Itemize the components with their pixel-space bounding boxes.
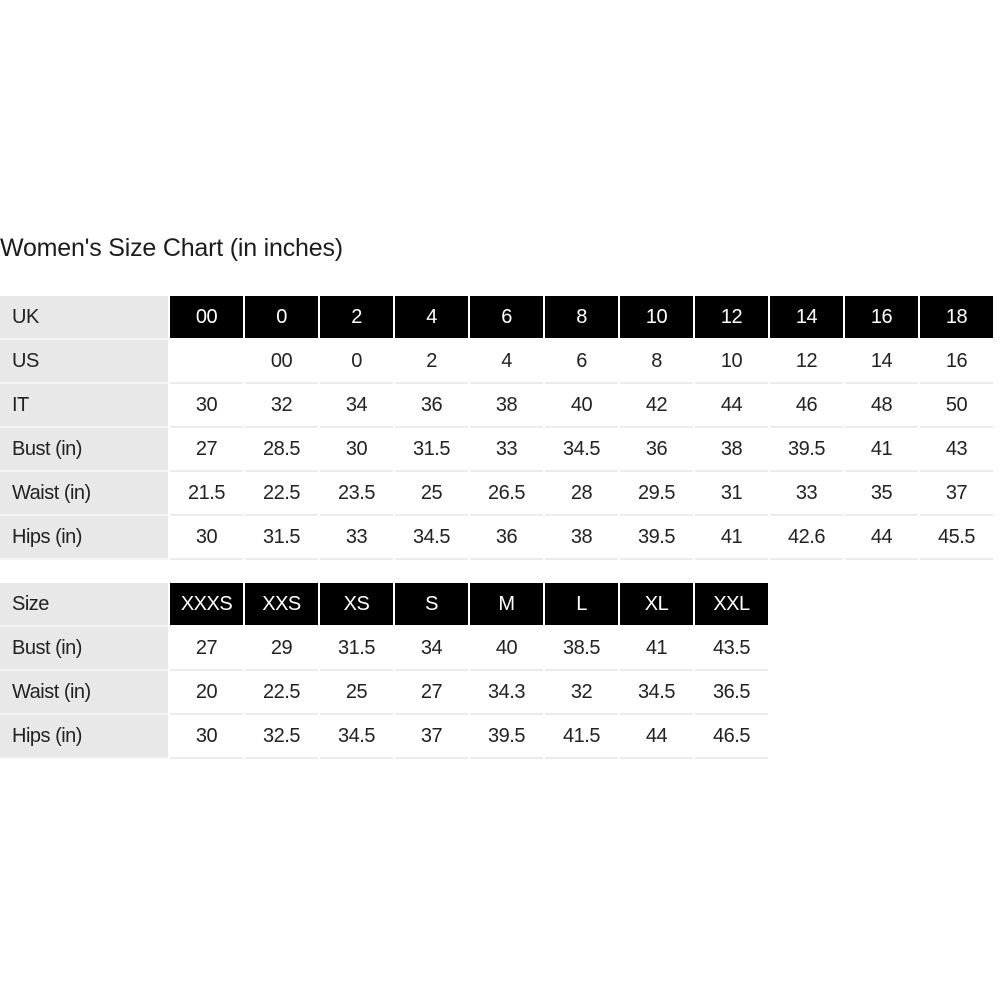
table-row: [0, 472, 993, 516]
table-cell: 32: [245, 384, 318, 428]
table-cell: 44: [620, 715, 693, 759]
table-cell: 48: [845, 384, 918, 428]
table-row: [0, 516, 993, 560]
size-header-cell: 10: [620, 296, 693, 340]
table-row: [0, 627, 768, 671]
table-cell: 31.5: [395, 428, 468, 472]
size-header-cell: 00: [170, 296, 243, 340]
table-cell: 12: [770, 340, 843, 384]
table-cell: 33: [470, 428, 543, 472]
size-header-cell: 16: [845, 296, 918, 340]
table-cell: 44: [845, 516, 918, 560]
table-cell: [170, 340, 243, 384]
size-header-cell: XXL: [695, 583, 768, 627]
table-cell: 30: [320, 428, 393, 472]
chart-title: Women's Size Chart (in inches): [0, 234, 343, 262]
table-cell: 36: [620, 428, 693, 472]
table-cell: 21.5: [170, 472, 243, 516]
table-cell: 26.5: [470, 472, 543, 516]
size-header-cell: XS: [320, 583, 393, 627]
table-cell: 36.5: [695, 671, 768, 715]
table-cell: 34: [395, 627, 468, 671]
size-header-cell: 0: [245, 296, 318, 340]
size-header-cell: XXS: [245, 583, 318, 627]
table-cell: 38: [470, 384, 543, 428]
table-cell: 37: [395, 715, 468, 759]
table-cell: 30: [170, 715, 243, 759]
size-header-cell: 6: [470, 296, 543, 340]
table-cell: 28.5: [245, 428, 318, 472]
row-label: Hips (in): [0, 715, 168, 759]
table-cell: 29.5: [620, 472, 693, 516]
uk-size-table: [0, 296, 995, 560]
size-header-cell: 8: [545, 296, 618, 340]
table-cell: 0: [320, 340, 393, 384]
size-header-cell: S: [395, 583, 468, 627]
table-cell: 22.5: [245, 472, 318, 516]
table-cell: 23.5: [320, 472, 393, 516]
table-header-row: [0, 583, 768, 627]
table-cell: 25: [320, 671, 393, 715]
size-header-cell: M: [470, 583, 543, 627]
row-label: IT: [0, 384, 168, 428]
table-cell: 39.5: [620, 516, 693, 560]
table-cell: 8: [620, 340, 693, 384]
table-cell: 40: [545, 384, 618, 428]
table-cell: 34.5: [620, 671, 693, 715]
table-cell: 46: [770, 384, 843, 428]
table-cell: 33: [770, 472, 843, 516]
row-label: Waist (in): [0, 472, 168, 516]
table-cell: 27: [170, 428, 243, 472]
table-row: [0, 671, 768, 715]
table-cell: 28: [545, 472, 618, 516]
row-label: Waist (in): [0, 671, 168, 715]
table-cell: 39.5: [470, 715, 543, 759]
size-header-cell: XL: [620, 583, 693, 627]
table-cell: 36: [470, 516, 543, 560]
table-cell: 39.5: [770, 428, 843, 472]
table-cell: 32: [545, 671, 618, 715]
table-row: [0, 340, 993, 384]
table-cell: 34.5: [395, 516, 468, 560]
table-row: [0, 384, 993, 428]
table-cell: 00: [245, 340, 318, 384]
table-cell: 42: [620, 384, 693, 428]
table-cell: 16: [920, 340, 993, 384]
size-header-cell: 14: [770, 296, 843, 340]
table-cell: 41: [620, 627, 693, 671]
table-cell: 33: [320, 516, 393, 560]
table-cell: 36: [395, 384, 468, 428]
table-cell: 34.5: [545, 428, 618, 472]
table-cell: 2: [395, 340, 468, 384]
row-label: Hips (in): [0, 516, 168, 560]
table-cell: 41: [695, 516, 768, 560]
table-cell: 29: [245, 627, 318, 671]
table-cell: 27: [170, 627, 243, 671]
size-header-cell: XXXS: [170, 583, 243, 627]
table-cell: 31: [695, 472, 768, 516]
table-cell: 41.5: [545, 715, 618, 759]
row-label: Bust (in): [0, 627, 168, 671]
table-cell: 38: [695, 428, 768, 472]
size-header-cell: 2: [320, 296, 393, 340]
table-cell: 40: [470, 627, 543, 671]
table-cell: 43: [920, 428, 993, 472]
table-cell: 14: [845, 340, 918, 384]
size-header-cell: 12: [695, 296, 768, 340]
table-cell: 35: [845, 472, 918, 516]
table-row: [0, 715, 768, 759]
table-cell: 37: [920, 472, 993, 516]
letter-size-table: [0, 583, 770, 759]
table-cell: 31.5: [245, 516, 318, 560]
row-label: US: [0, 340, 168, 384]
table-cell: 42.6: [770, 516, 843, 560]
table-cell: 43.5: [695, 627, 768, 671]
row-label: UK: [0, 296, 168, 340]
table-row: [0, 428, 993, 472]
table-cell: 45.5: [920, 516, 993, 560]
table-cell: 27: [395, 671, 468, 715]
row-label: Size: [0, 583, 168, 627]
table-cell: 34.3: [470, 671, 543, 715]
size-header-cell: 18: [920, 296, 993, 340]
table-cell: 31.5: [320, 627, 393, 671]
table-cell: 38: [545, 516, 618, 560]
table-cell: 10: [695, 340, 768, 384]
row-label: Bust (in): [0, 428, 168, 472]
table-cell: 38.5: [545, 627, 618, 671]
table-cell: 34: [320, 384, 393, 428]
table-cell: 34.5: [320, 715, 393, 759]
table-cell: 41: [845, 428, 918, 472]
table-cell: 32.5: [245, 715, 318, 759]
size-header-cell: L: [545, 583, 618, 627]
table-cell: 4: [470, 340, 543, 384]
table-cell: 22.5: [245, 671, 318, 715]
table-cell: 46.5: [695, 715, 768, 759]
table-cell: 20: [170, 671, 243, 715]
table-header-row: [0, 296, 993, 340]
table-cell: 25: [395, 472, 468, 516]
size-header-cell: 4: [395, 296, 468, 340]
table-cell: 50: [920, 384, 993, 428]
table-cell: 44: [695, 384, 768, 428]
table-cell: 30: [170, 384, 243, 428]
table-cell: 30: [170, 516, 243, 560]
table-cell: 6: [545, 340, 618, 384]
